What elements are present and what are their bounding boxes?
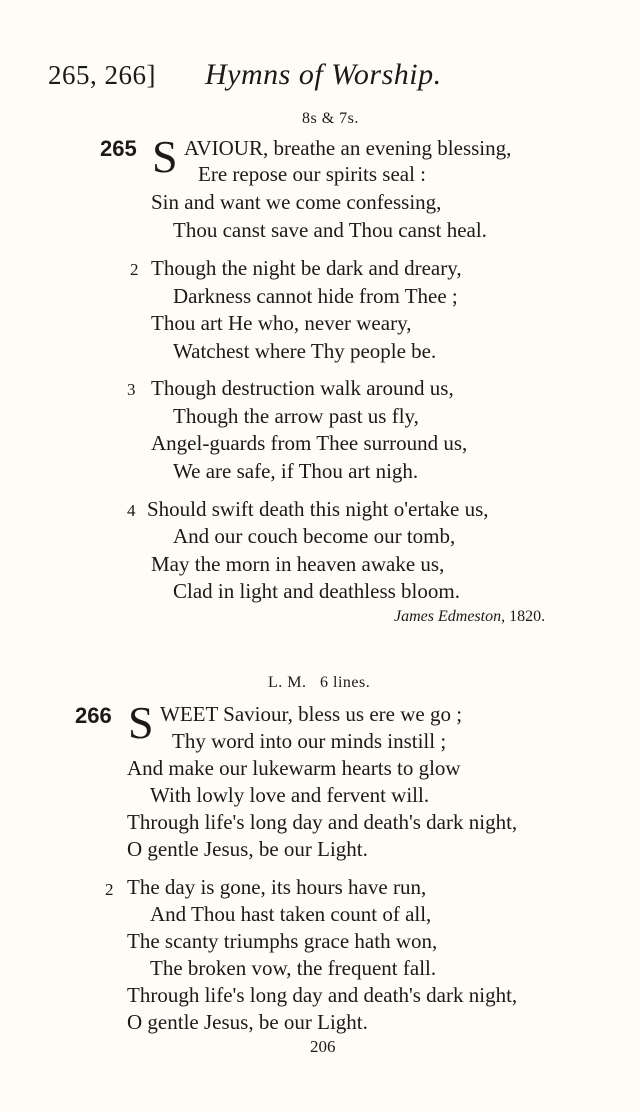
hymn-265-meter: 8s & 7s. [302,110,359,127]
author-year: , 1820. [501,608,546,625]
hymn-265-verse-number: 3 [127,380,136,399]
hymn-265-v2-line: Darkness cannot hide from Thee ; [173,284,458,308]
hymn-266-v1-line: Thy word into our minds instill ; [172,729,447,753]
hymn-266-v2-line: The scanty triumphs grace hath won, [127,929,438,953]
hymn-266-v1-line: Through life's long day and death's dark night, [127,810,518,834]
hymn-266-v2-line: The day is gone, its hours have run, [127,875,427,899]
hymn-266-v2-line: O gentle Jesus, be our Light. [127,1010,368,1034]
hymn-265-v1-line: Thou canst save and Thou canst heal. [173,218,487,242]
hymn-266-v1-line: O gentle Jesus, be our Light. [127,837,368,861]
page-number: 206 [310,1037,336,1056]
hymn-265-v3-line: Though the arrow past us fly, [173,404,419,428]
hymn-265-verse-number: 4 [127,501,136,520]
hymn-265-v2-line: Watchest where Thy people be. [173,339,437,363]
hymn-265-v3-line: We are safe, if Thou art nigh. [173,459,419,483]
hymn-265-v2-line: Thou art He who, never weary, [151,311,412,335]
hymn-266-first-line: WEET Saviour, bless us ere we go ; [160,702,463,726]
hymn-265-v4-line: May the morn in heaven awake us, [151,552,445,576]
hymn-265-attribution [394,608,545,626]
running-header-hymn-numbers: 265, 266] [48,60,156,90]
author-name: James Edmeston [394,608,502,625]
hymn-266-meter: L. M. 6 lines. [268,674,371,691]
hymn-266-verse-number: 2 [105,880,114,899]
hymn-265-verse-number: 2 [130,260,139,279]
hymn-265-v4-line: Should swift death this night o'ertake us, [147,497,489,521]
hymn-265-v4-line: Clad in light and deathless bloom. [173,579,460,603]
hymn-266-v1-line: And make our lukewarm hearts to glow [127,756,461,780]
hymn-265-v3-line: Angel-guards from Thee surround us, [151,431,468,455]
hymn-266-dropcap: S [128,697,154,748]
hymn-265-v1-line: Ere repose our spirits seal : [198,162,427,186]
hymn-266-v2-line: Through life's long day and death's dark night, [127,983,518,1007]
running-header-title: Hymns of Worship. [205,58,442,91]
hymn-265-first-line: AVIOUR, breathe an evening blessing, [184,136,512,160]
hymn-265-v4-line: And our couch become our tomb, [173,524,456,548]
hymn-265-v2-line: Though the night be dark and dreary, [151,256,462,280]
hymn-266-v1-line: With lowly love and fervent will. [150,783,430,807]
hymn-265-v1-line: Sin and want we come confessing, [151,190,442,214]
hymn-265-number: 265 [100,136,137,161]
hymn-266-v2-line: The broken vow, the frequent fall. [150,956,437,980]
hymn-266-v2-line: And Thou hast taken count of all, [150,902,432,926]
hymn-265-dropcap: S [152,131,178,182]
hymn-266-number: 266 [75,703,112,728]
hymn-265-v3-line: Though destruction walk around us, [151,376,454,400]
